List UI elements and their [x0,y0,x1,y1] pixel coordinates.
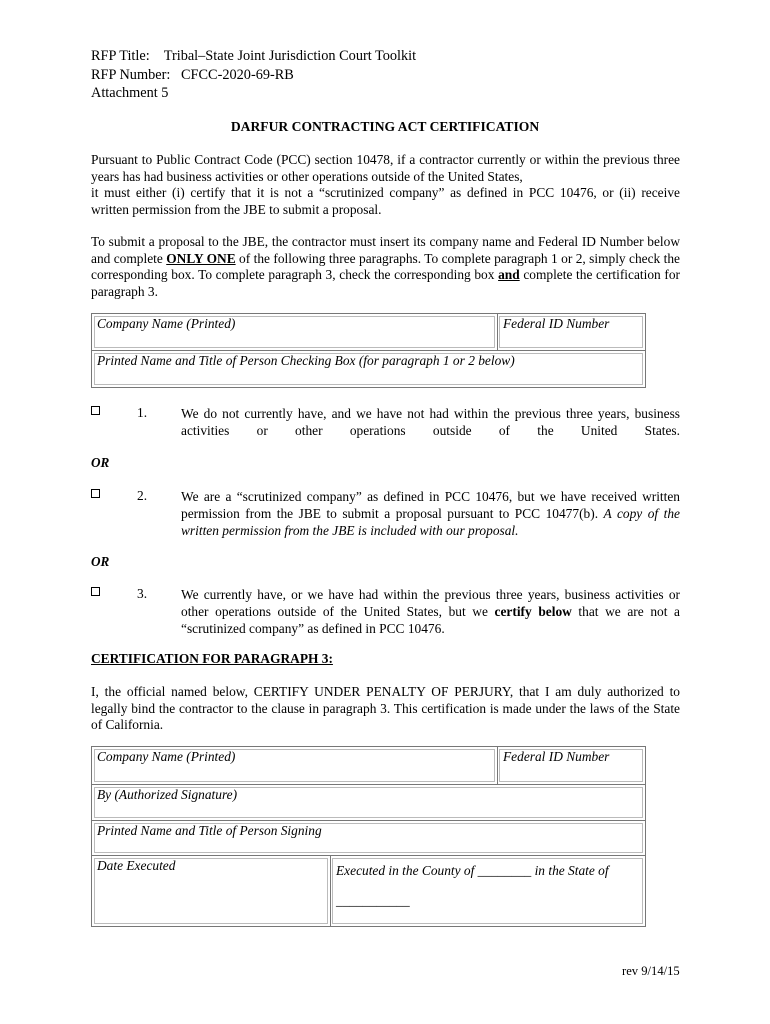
authorized-signature-field[interactable]: By (Authorized Signature) [92,785,645,820]
certification-paragraph: I, the official named below, CERTIFY UNDER PENALTY OF PERJURY, that I am duly authorized to legally bind the contractor to the clause in paragraph 3. This certification is made under the laws of the State of California. [91,684,680,733]
option-number: 3. [137,586,148,601]
county-state-field[interactable] [330,856,645,926]
option-3 [91,586,680,638]
federal-id-field[interactable]: Federal ID Number [497,314,645,350]
instructions-text: complete the certification for paragraph 3. [91,267,680,299]
intro-line: written permission from the JBE to submit a proposal. [91,201,382,217]
and-emphasis: and [498,267,520,283]
revision-date: rev 9/14/15 [622,964,680,978]
instructions-text: of the following three paragraphs. To complete paragraph 1 or 2, simply check the corresponding box. To complete paragraph 3, check the corresponding box [91,250,680,283]
option-number: 2. [137,488,148,503]
intro-line: years has had business activities or other operations outside of the United States, [91,168,523,184]
intro-line: it must either (i) certify that it is not a “scrutinized company” as defined in PCC 10476, or (ii) receive [91,185,680,201]
printed-name-checker-field[interactable]: Printed Name and Title of Person Checking Box (for paragraph 1 or 2 below) [92,351,645,387]
option-1 [91,405,680,441]
state-blank: ___________ [336,893,410,908]
document-title: DARFUR CONTRACTING ACT CERTIFICATION [230,119,540,134]
county-label: Executed in the County of ________ in the State of [336,863,609,878]
option-text-plain: We are a “scrutinized company” as defined in PCC 10476, but we have received written permission from the JBE to submit a proposal pursuant to PCC 10477(b). [181,489,680,521]
option-text-plain: We currently have, or we have had within the previous three years, business activities or other operations outside of the United States, but we [181,587,680,619]
printed-name-signer-field[interactable]: Printed Name and Title of Person Signing [92,821,645,855]
checkbox-option-3[interactable] [91,587,100,596]
company-name-field[interactable]: Company Name (Printed) [92,314,497,350]
instructions-text: To submit a proposal to the JBE, the contractor must insert its company name and Federal ID Number below and complete [91,234,680,266]
certify-below-emphasis: certify below [494,604,572,619]
checkbox-option-1[interactable] [91,406,100,415]
company-name-field[interactable]: Company Name (Printed) [92,747,497,784]
option-text-italic: A copy of the written permission from the JBE is included with our proposal. [181,506,680,538]
checkbox-option-2[interactable] [91,489,100,498]
option-text-plain: that we are not a “scrutinized company” as defined in PCC 10476. [181,604,680,636]
certification-heading: CERTIFICATION FOR PARAGRAPH 3: [91,651,333,666]
option-text [181,488,680,539]
contractor-info-table [91,313,646,388]
table-row [92,785,645,821]
rfp-number: RFP Number: CFCC-2020-69-RB [91,66,294,83]
table-row [92,351,645,387]
only-one-emphasis: ONLY ONE [166,250,236,266]
option-text: We do not currently have, and we have not had within the previous three years, business activities or other operations outside of the United States. [181,406,680,438]
rfp-header [91,47,416,103]
instructions-paragraph [91,234,680,300]
intro-line: Pursuant to Public Contract Code (PCC) section 10478, if a contractor currently or within the previous three [91,152,680,167]
option-number: 1. [137,405,148,420]
option-2 [91,488,680,540]
table-row [92,856,645,926]
attachment-label: Attachment 5 [91,85,169,101]
federal-id-field[interactable]: Federal ID Number [497,747,645,784]
table-row [92,314,645,351]
date-executed-field[interactable]: Date Executed [92,856,330,926]
option-text [181,586,680,637]
table-row [92,747,645,785]
or-separator: OR [91,554,110,569]
table-row [92,821,645,856]
intro-paragraph [91,152,680,218]
certification-table [91,746,646,927]
or-separator: OR [91,455,110,470]
rfp-title: RFP Title: Tribal–State Joint Jurisdiction Court Toolkit [91,48,417,64]
